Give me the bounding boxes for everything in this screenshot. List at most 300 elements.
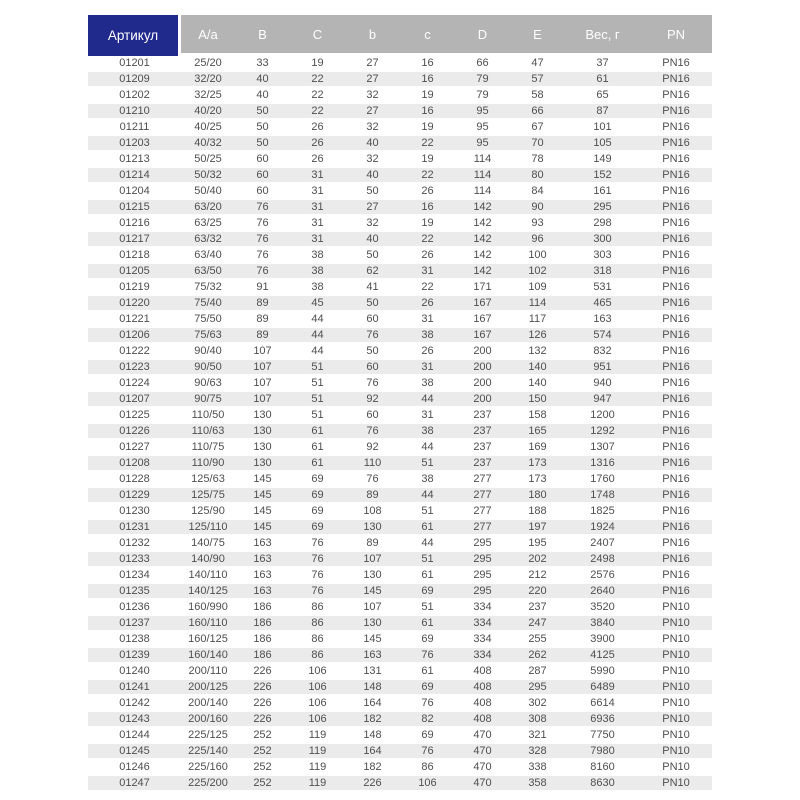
cell-d: 114 xyxy=(455,168,510,184)
cell-a-a: 90/75 xyxy=(181,392,235,408)
table-row xyxy=(88,328,712,344)
cell-articul: 01206 xyxy=(88,328,181,344)
cell-b-upper: 186 xyxy=(235,632,290,648)
cell-c-lower: 26 xyxy=(400,248,455,264)
cell-b-lower: 50 xyxy=(345,296,400,312)
table-row xyxy=(88,392,712,408)
cell-c-upper: 106 xyxy=(290,696,345,712)
cell-b-upper: 50 xyxy=(235,136,290,152)
cell-c-upper: 119 xyxy=(290,760,345,776)
cell-a-a: 75/32 xyxy=(181,280,235,296)
cell-pn: PN16 xyxy=(640,488,712,504)
cell-b-lower: 27 xyxy=(345,104,400,120)
cell-b-upper: 163 xyxy=(235,568,290,584)
cell-c-upper: 22 xyxy=(290,88,345,104)
cell-b-upper: 186 xyxy=(235,600,290,616)
cell-e: 78 xyxy=(510,152,565,168)
cell-a-a: 63/40 xyxy=(181,248,235,264)
cell-b-lower: 76 xyxy=(345,472,400,488)
cell-weight-g: 2576 xyxy=(565,568,640,584)
cell-a-a: 140/110 xyxy=(181,568,235,584)
cell-weight-g: 8160 xyxy=(565,760,640,776)
cell-articul: 01243 xyxy=(88,712,181,728)
table-row xyxy=(88,296,712,312)
cell-articul: 01230 xyxy=(88,504,181,520)
cell-c-lower: 76 xyxy=(400,744,455,760)
table-row xyxy=(88,472,712,488)
cell-c-lower: 16 xyxy=(400,72,455,88)
cell-b-upper: 130 xyxy=(235,408,290,424)
cell-articul: 01232 xyxy=(88,536,181,552)
cell-a-a: 32/25 xyxy=(181,88,235,104)
cell-articul: 01218 xyxy=(88,248,181,264)
cell-d: 114 xyxy=(455,152,510,168)
cell-articul: 01221 xyxy=(88,312,181,328)
cell-b-lower: 89 xyxy=(345,536,400,552)
cell-c-lower: 19 xyxy=(400,88,455,104)
cell-pn: PN16 xyxy=(640,360,712,376)
cell-articul: 01201 xyxy=(88,56,181,72)
cell-c-lower: 69 xyxy=(400,680,455,696)
cell-d: 95 xyxy=(455,136,510,152)
cell-c-upper: 76 xyxy=(290,584,345,600)
cell-b-upper: 76 xyxy=(235,264,290,280)
cell-c-lower: 76 xyxy=(400,696,455,712)
cell-d: 408 xyxy=(455,712,510,728)
cell-weight-g: 2498 xyxy=(565,552,640,568)
cell-pn: PN16 xyxy=(640,168,712,184)
cell-pn: PN16 xyxy=(640,264,712,280)
cell-c-upper: 119 xyxy=(290,776,345,792)
cell-pn: PN16 xyxy=(640,216,712,232)
cell-articul: 01220 xyxy=(88,296,181,312)
cell-weight-g: 7750 xyxy=(565,728,640,744)
cell-pn: PN10 xyxy=(640,712,712,728)
table-row xyxy=(88,360,712,376)
cell-articul: 01229 xyxy=(88,488,181,504)
cell-articul: 01213 xyxy=(88,152,181,168)
cell-weight-g: 303 xyxy=(565,248,640,264)
cell-c-upper: 61 xyxy=(290,456,345,472)
cell-d: 114 xyxy=(455,184,510,200)
cell-c-lower: 76 xyxy=(400,648,455,664)
cell-c-lower: 22 xyxy=(400,232,455,248)
cell-b-lower: 107 xyxy=(345,600,400,616)
cell-c-upper: 31 xyxy=(290,216,345,232)
cell-c-lower: 31 xyxy=(400,360,455,376)
cell-e: 188 xyxy=(510,504,565,520)
cell-pn: PN10 xyxy=(640,744,712,760)
cell-articul: 01237 xyxy=(88,616,181,632)
cell-b-upper: 145 xyxy=(235,488,290,504)
cell-weight-g: 940 xyxy=(565,376,640,392)
cell-weight-g: 318 xyxy=(565,264,640,280)
cell-b-upper: 186 xyxy=(235,616,290,632)
table-row xyxy=(88,568,712,584)
cell-d: 167 xyxy=(455,296,510,312)
cell-a-a: 75/50 xyxy=(181,312,235,328)
cell-c-lower: 61 xyxy=(400,568,455,584)
cell-pn: PN16 xyxy=(640,328,712,344)
cell-d: 142 xyxy=(455,216,510,232)
cell-articul: 01208 xyxy=(88,456,181,472)
cell-articul: 01214 xyxy=(88,168,181,184)
cell-c-upper: 19 xyxy=(290,56,345,72)
cell-b-lower: 50 xyxy=(345,184,400,200)
column-header-weight-g: Вес, г xyxy=(565,15,640,56)
cell-a-a: 40/32 xyxy=(181,136,235,152)
cell-c-lower: 61 xyxy=(400,520,455,536)
cell-d: 295 xyxy=(455,552,510,568)
cell-b-upper: 163 xyxy=(235,584,290,600)
cell-weight-g: 163 xyxy=(565,312,640,328)
cell-b-upper: 130 xyxy=(235,456,290,472)
cell-c-upper: 31 xyxy=(290,232,345,248)
table-row xyxy=(88,760,712,776)
cell-pn: PN16 xyxy=(640,408,712,424)
cell-c-lower: 31 xyxy=(400,264,455,280)
cell-articul: 01205 xyxy=(88,264,181,280)
header-row xyxy=(88,15,712,56)
table-row xyxy=(88,456,712,472)
cell-c-lower: 19 xyxy=(400,152,455,168)
cell-b-upper: 252 xyxy=(235,744,290,760)
table-row xyxy=(88,152,712,168)
cell-d: 470 xyxy=(455,728,510,744)
cell-b-upper: 76 xyxy=(235,216,290,232)
cell-e: 165 xyxy=(510,424,565,440)
cell-weight-g: 1316 xyxy=(565,456,640,472)
cell-c-lower: 86 xyxy=(400,760,455,776)
cell-b-upper: 163 xyxy=(235,536,290,552)
cell-c-lower: 19 xyxy=(400,216,455,232)
cell-b-lower: 164 xyxy=(345,744,400,760)
cell-pn: PN10 xyxy=(640,632,712,648)
cell-b-upper: 76 xyxy=(235,232,290,248)
table-row xyxy=(88,504,712,520)
cell-c-lower: 38 xyxy=(400,472,455,488)
cell-pn: PN16 xyxy=(640,56,712,72)
cell-b-lower: 108 xyxy=(345,504,400,520)
cell-c-upper: 76 xyxy=(290,536,345,552)
cell-articul: 01219 xyxy=(88,280,181,296)
cell-a-a: 63/25 xyxy=(181,216,235,232)
cell-b-upper: 252 xyxy=(235,776,290,792)
cell-b-lower: 89 xyxy=(345,488,400,504)
cell-weight-g: 832 xyxy=(565,344,640,360)
cell-pn: PN16 xyxy=(640,376,712,392)
cell-b-lower: 76 xyxy=(345,376,400,392)
cell-d: 408 xyxy=(455,680,510,696)
cell-d: 237 xyxy=(455,424,510,440)
cell-e: 262 xyxy=(510,648,565,664)
cell-pn: PN10 xyxy=(640,680,712,696)
cell-weight-g: 105 xyxy=(565,136,640,152)
cell-b-lower: 182 xyxy=(345,760,400,776)
cell-e: 328 xyxy=(510,744,565,760)
cell-a-a: 200/140 xyxy=(181,696,235,712)
table-row xyxy=(88,120,712,136)
cell-d: 334 xyxy=(455,632,510,648)
cell-c-lower: 69 xyxy=(400,632,455,648)
cell-c-upper: 44 xyxy=(290,344,345,360)
cell-c-upper: 44 xyxy=(290,312,345,328)
cell-articul: 01246 xyxy=(88,760,181,776)
cell-b-lower: 92 xyxy=(345,440,400,456)
cell-b-upper: 50 xyxy=(235,120,290,136)
cell-weight-g: 1292 xyxy=(565,424,640,440)
cell-b-lower: 40 xyxy=(345,168,400,184)
cell-d: 95 xyxy=(455,104,510,120)
cell-a-a: 63/20 xyxy=(181,200,235,216)
cell-c-lower: 51 xyxy=(400,456,455,472)
cell-a-a: 50/25 xyxy=(181,152,235,168)
cell-b-lower: 148 xyxy=(345,680,400,696)
cell-d: 237 xyxy=(455,408,510,424)
cell-pn: PN16 xyxy=(640,440,712,456)
cell-e: 212 xyxy=(510,568,565,584)
cell-c-upper: 106 xyxy=(290,664,345,680)
cell-articul: 01224 xyxy=(88,376,181,392)
cell-a-a: 90/40 xyxy=(181,344,235,360)
cell-d: 237 xyxy=(455,440,510,456)
table-row xyxy=(88,72,712,88)
cell-b-upper: 89 xyxy=(235,312,290,328)
cell-articul: 01236 xyxy=(88,600,181,616)
cell-b-lower: 131 xyxy=(345,664,400,680)
cell-a-a: 200/125 xyxy=(181,680,235,696)
cell-weight-g: 87 xyxy=(565,104,640,120)
cell-articul: 01217 xyxy=(88,232,181,248)
cell-weight-g: 951 xyxy=(565,360,640,376)
cell-b-lower: 226 xyxy=(345,776,400,792)
cell-c-lower: 51 xyxy=(400,504,455,520)
cell-d: 79 xyxy=(455,88,510,104)
table-row xyxy=(88,488,712,504)
cell-c-upper: 51 xyxy=(290,360,345,376)
cell-e: 220 xyxy=(510,584,565,600)
spec-table-body xyxy=(88,56,712,792)
cell-b-lower: 130 xyxy=(345,520,400,536)
cell-d: 200 xyxy=(455,344,510,360)
cell-articul: 01239 xyxy=(88,648,181,664)
cell-weight-g: 465 xyxy=(565,296,640,312)
cell-c-upper: 69 xyxy=(290,472,345,488)
cell-e: 255 xyxy=(510,632,565,648)
cell-a-a: 110/50 xyxy=(181,408,235,424)
cell-b-lower: 92 xyxy=(345,392,400,408)
cell-pn: PN16 xyxy=(640,136,712,152)
cell-articul: 01216 xyxy=(88,216,181,232)
cell-articul: 01233 xyxy=(88,552,181,568)
table-row xyxy=(88,440,712,456)
cell-c-upper: 26 xyxy=(290,120,345,136)
cell-c-lower: 22 xyxy=(400,136,455,152)
cell-weight-g: 6489 xyxy=(565,680,640,696)
cell-d: 142 xyxy=(455,200,510,216)
cell-weight-g: 1760 xyxy=(565,472,640,488)
cell-weight-g: 298 xyxy=(565,216,640,232)
column-header-pn: PN xyxy=(640,15,712,56)
cell-e: 67 xyxy=(510,120,565,136)
table-row xyxy=(88,776,712,792)
cell-e: 126 xyxy=(510,328,565,344)
cell-a-a: 160/125 xyxy=(181,632,235,648)
table-row xyxy=(88,232,712,248)
cell-e: 295 xyxy=(510,680,565,696)
table-row xyxy=(88,248,712,264)
cell-b-lower: 60 xyxy=(345,312,400,328)
cell-c-lower: 38 xyxy=(400,376,455,392)
cell-e: 100 xyxy=(510,248,565,264)
cell-a-a: 40/20 xyxy=(181,104,235,120)
cell-e: 96 xyxy=(510,232,565,248)
table-row xyxy=(88,600,712,616)
cell-c-lower: 82 xyxy=(400,712,455,728)
cell-weight-g: 295 xyxy=(565,200,640,216)
cell-d: 277 xyxy=(455,472,510,488)
cell-e: 109 xyxy=(510,280,565,296)
cell-c-upper: 61 xyxy=(290,424,345,440)
table-row xyxy=(88,616,712,632)
table-row xyxy=(88,728,712,744)
cell-c-lower: 106 xyxy=(400,776,455,792)
cell-weight-g: 37 xyxy=(565,56,640,72)
cell-b-upper: 60 xyxy=(235,184,290,200)
cell-a-a: 90/63 xyxy=(181,376,235,392)
cell-weight-g: 574 xyxy=(565,328,640,344)
cell-weight-g: 3840 xyxy=(565,616,640,632)
cell-b-upper: 226 xyxy=(235,680,290,696)
cell-weight-g: 1748 xyxy=(565,488,640,504)
cell-pn: PN16 xyxy=(640,232,712,248)
cell-b-lower: 107 xyxy=(345,552,400,568)
cell-weight-g: 3900 xyxy=(565,632,640,648)
cell-pn: PN16 xyxy=(640,312,712,328)
cell-d: 408 xyxy=(455,664,510,680)
cell-e: 195 xyxy=(510,536,565,552)
cell-e: 358 xyxy=(510,776,565,792)
cell-b-upper: 145 xyxy=(235,520,290,536)
cell-e: 237 xyxy=(510,600,565,616)
cell-c-lower: 22 xyxy=(400,168,455,184)
cell-articul: 01238 xyxy=(88,632,181,648)
column-header-articul: Артикул xyxy=(88,15,181,56)
cell-d: 66 xyxy=(455,56,510,72)
table-row xyxy=(88,408,712,424)
cell-c-upper: 38 xyxy=(290,264,345,280)
cell-b-lower: 60 xyxy=(345,360,400,376)
cell-e: 150 xyxy=(510,392,565,408)
cell-b-upper: 226 xyxy=(235,696,290,712)
cell-e: 302 xyxy=(510,696,565,712)
cell-c-lower: 16 xyxy=(400,56,455,72)
cell-pn: PN16 xyxy=(640,344,712,360)
cell-d: 200 xyxy=(455,376,510,392)
cell-c-upper: 51 xyxy=(290,408,345,424)
cell-a-a: 63/32 xyxy=(181,232,235,248)
cell-b-lower: 76 xyxy=(345,424,400,440)
cell-b-upper: 130 xyxy=(235,440,290,456)
cell-weight-g: 300 xyxy=(565,232,640,248)
table-row xyxy=(88,312,712,328)
table-row xyxy=(88,744,712,760)
cell-pn: PN16 xyxy=(640,296,712,312)
cell-c-lower: 44 xyxy=(400,488,455,504)
table-row xyxy=(88,664,712,680)
cell-b-lower: 145 xyxy=(345,632,400,648)
column-header-d: D xyxy=(455,15,510,56)
cell-b-upper: 33 xyxy=(235,56,290,72)
cell-c-upper: 86 xyxy=(290,600,345,616)
cell-pn: PN16 xyxy=(640,184,712,200)
cell-d: 79 xyxy=(455,72,510,88)
cell-pn: PN10 xyxy=(640,760,712,776)
cell-e: 132 xyxy=(510,344,565,360)
cell-d: 142 xyxy=(455,264,510,280)
cell-c-upper: 51 xyxy=(290,376,345,392)
cell-b-upper: 107 xyxy=(235,344,290,360)
cell-b-lower: 130 xyxy=(345,568,400,584)
cell-a-a: 110/90 xyxy=(181,456,235,472)
cell-b-upper: 76 xyxy=(235,248,290,264)
cell-c-upper: 22 xyxy=(290,104,345,120)
cell-weight-g: 8630 xyxy=(565,776,640,792)
cell-c-lower: 51 xyxy=(400,552,455,568)
cell-c-upper: 86 xyxy=(290,632,345,648)
cell-articul: 01227 xyxy=(88,440,181,456)
cell-e: 247 xyxy=(510,616,565,632)
cell-articul: 01225 xyxy=(88,408,181,424)
cell-b-upper: 252 xyxy=(235,760,290,776)
cell-b-lower: 50 xyxy=(345,248,400,264)
cell-weight-g: 1307 xyxy=(565,440,640,456)
cell-b-upper: 186 xyxy=(235,648,290,664)
cell-c-lower: 31 xyxy=(400,408,455,424)
cell-c-lower: 44 xyxy=(400,392,455,408)
cell-b-upper: 107 xyxy=(235,360,290,376)
cell-pn: PN16 xyxy=(640,104,712,120)
cell-b-upper: 40 xyxy=(235,88,290,104)
cell-a-a: 140/90 xyxy=(181,552,235,568)
cell-articul: 01245 xyxy=(88,744,181,760)
cell-d: 295 xyxy=(455,568,510,584)
cell-b-lower: 76 xyxy=(345,328,400,344)
cell-b-lower: 32 xyxy=(345,120,400,136)
cell-articul: 01234 xyxy=(88,568,181,584)
cell-c-lower: 26 xyxy=(400,184,455,200)
cell-d: 277 xyxy=(455,520,510,536)
cell-pn: PN10 xyxy=(640,616,712,632)
cell-d: 334 xyxy=(455,616,510,632)
cell-b-lower: 148 xyxy=(345,728,400,744)
cell-articul: 01244 xyxy=(88,728,181,744)
cell-c-lower: 19 xyxy=(400,120,455,136)
cell-weight-g: 6936 xyxy=(565,712,640,728)
cell-e: 102 xyxy=(510,264,565,280)
cell-articul: 01223 xyxy=(88,360,181,376)
cell-articul: 01235 xyxy=(88,584,181,600)
cell-c-upper: 106 xyxy=(290,680,345,696)
cell-pn: PN16 xyxy=(640,552,712,568)
table-row xyxy=(88,712,712,728)
table-row xyxy=(88,584,712,600)
cell-e: 80 xyxy=(510,168,565,184)
cell-e: 173 xyxy=(510,456,565,472)
cell-pn: PN16 xyxy=(640,72,712,88)
cell-b-lower: 62 xyxy=(345,264,400,280)
cell-d: 237 xyxy=(455,456,510,472)
